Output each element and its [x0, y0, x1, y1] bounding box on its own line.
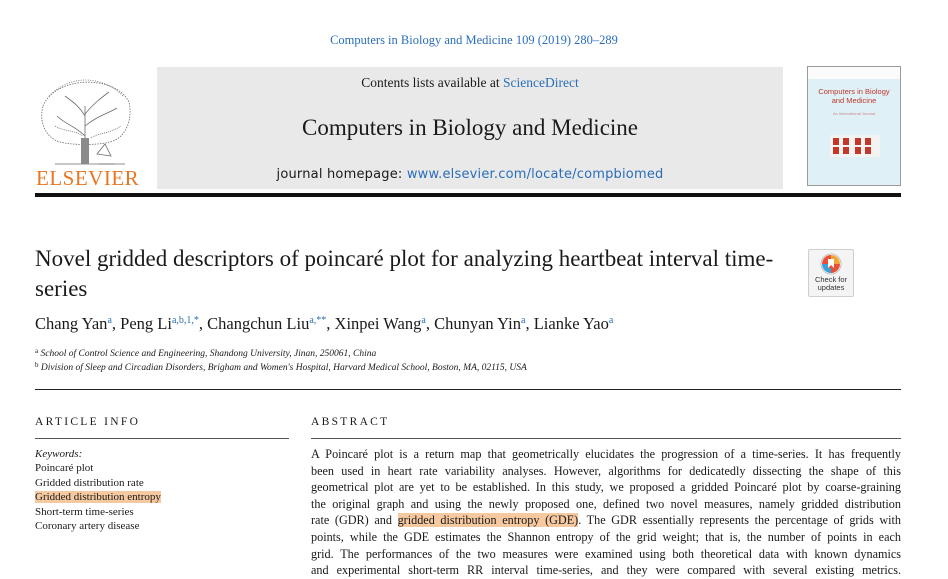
abstract-line: [311, 512, 901, 529]
affiliation-list: [35, 347, 895, 375]
affiliation-item: [35, 361, 895, 375]
keyword-item: Short-term time-series: [35, 505, 134, 518]
abstract-body: [311, 446, 901, 579]
article-info-heading: ARTICLE INFO: [35, 416, 141, 428]
author-affiliation-mark[interactable]: a: [107, 315, 112, 326]
affiliation-item: [35, 347, 895, 361]
contents-prefix: Contents lists available at: [361, 75, 503, 90]
abstract-line: points, while the GDE estimates the Shannon entropy of the grid weight; that is, the number of points in each: [311, 529, 901, 544]
homepage-prefix: journal homepage:: [276, 167, 407, 182]
homepage-line: [157, 167, 783, 182]
paper-title: Novel gridded descriptors of poincaré plot for analyzing heartbeat interval time-series: [35, 246, 774, 301]
keyword-item-highlighted[interactable]: Gridded distribution entropy: [35, 491, 161, 504]
abstract-line: grid. The performances of the two measures were examined using both theoretical data with known dynamics: [311, 546, 901, 561]
affiliation-mark: b: [35, 361, 39, 369]
affiliation-mark: a: [35, 347, 39, 355]
citation-link[interactable]: Computers in Biology and Medicine 109 (2019) 280–289: [330, 33, 618, 47]
check-for-updates-badge[interactable]: [808, 249, 854, 297]
keywords-block: [35, 447, 285, 533]
author-name[interactable]: Changchun Liu: [207, 314, 310, 333]
abstract-line: geometrical plot are yet to be established. In this study, we proposed a gridded Poincaré plot by coarse-graining: [311, 480, 901, 495]
abstract-highlight[interactable]: gridded distribution entropy (GDE): [397, 513, 579, 528]
abstract-text-segment: . The GDR essentially represents the percentage of grids with: [578, 513, 901, 528]
article-info-rule: [35, 438, 289, 439]
cover-title: Computers in Biology and Medicine: [818, 87, 890, 105]
author-name[interactable]: Xinpei Wang: [334, 314, 422, 333]
keyword-item: Gridded distribution rate: [35, 476, 144, 489]
author-affiliation-mark[interactable]: a: [521, 315, 526, 326]
abstract-line: and experimental short-term RR interval time-series, and they were compared with several existing metrics.: [311, 563, 901, 578]
journal-citation[interactable]: [0, 33, 948, 48]
abstract-line: been used in heart rate variability analyses. However, algorithms for dedicatedly dissecting the shape of this: [311, 463, 901, 478]
author-name[interactable]: Lianke Yao: [533, 314, 609, 333]
author-affiliation-mark[interactable]: a,b,1,*: [171, 315, 199, 326]
journal-homepage-link[interactable]: www.elsevier.com/locate/compbiomed: [406, 167, 664, 182]
contents-line: [157, 75, 783, 91]
author-name[interactable]: Chang Yan: [35, 314, 108, 333]
header-rule: [35, 193, 901, 197]
keyword-item: Poincaré plot: [35, 462, 94, 475]
crossmark-icon: [809, 250, 853, 276]
keywords-label: Keywords:: [35, 448, 83, 460]
author-list: Chang Yan$^a$, Peng $Li^{a,b,1,*}$, Changchun Liu$^{a,**}$, Xinpei Wang$^a$, Chunyan Yin$^a$, Lianke Yao$^a$: [35, 314, 614, 333]
abstract-line: A Poincaré plot is a return map that geometrically elucidates the progression of a time-series. It has frequently: [311, 447, 901, 461]
title-block-rule: [35, 389, 901, 390]
journal-cover-thumbnail[interactable]: [807, 66, 901, 186]
journal-header-band: [157, 67, 783, 189]
abstract-rule: [311, 438, 901, 439]
author-affiliation-mark[interactable]: a,**: [309, 315, 327, 326]
sciencedirect-link[interactable]: ScienceDirect: [503, 75, 579, 90]
affiliation-text: School of Control Science and Engineering, Shandong University, Jinan, 250061, China: [40, 349, 377, 359]
crossmark-label: Check for updates: [814, 275, 848, 292]
affiliation-text: Division of Sleep and Circadian Disorders, Brigham and Women's Hospital, Harvard Medical School, Boston, MA, 02115, USA: [40, 363, 527, 373]
abstract-text-segment: rate (GDR) and: [311, 513, 398, 528]
cover-top-strip: [808, 67, 900, 79]
author-name[interactable]: Chunyan Yin: [434, 314, 521, 333]
author-name[interactable]: Peng Li: [120, 314, 172, 333]
cover-subtitle: An International Journal: [832, 111, 876, 116]
journal-title: Computers in Biology and Medicine: [301, 115, 638, 140]
keyword-item: Coronary artery disease: [35, 520, 140, 533]
author-affiliation-mark[interactable]: a: [608, 315, 614, 326]
author-affiliation-mark[interactable]: a: [421, 315, 426, 326]
cover-artwork: [830, 135, 880, 157]
abstract-line: the original graph and using the newly proposed one, defined two novel measures, namely gridded distribution: [311, 496, 901, 511]
elsevier-wordmark[interactable]: ELSEVIER: [36, 166, 140, 190]
abstract-heading: ABSTRACT: [311, 416, 390, 428]
